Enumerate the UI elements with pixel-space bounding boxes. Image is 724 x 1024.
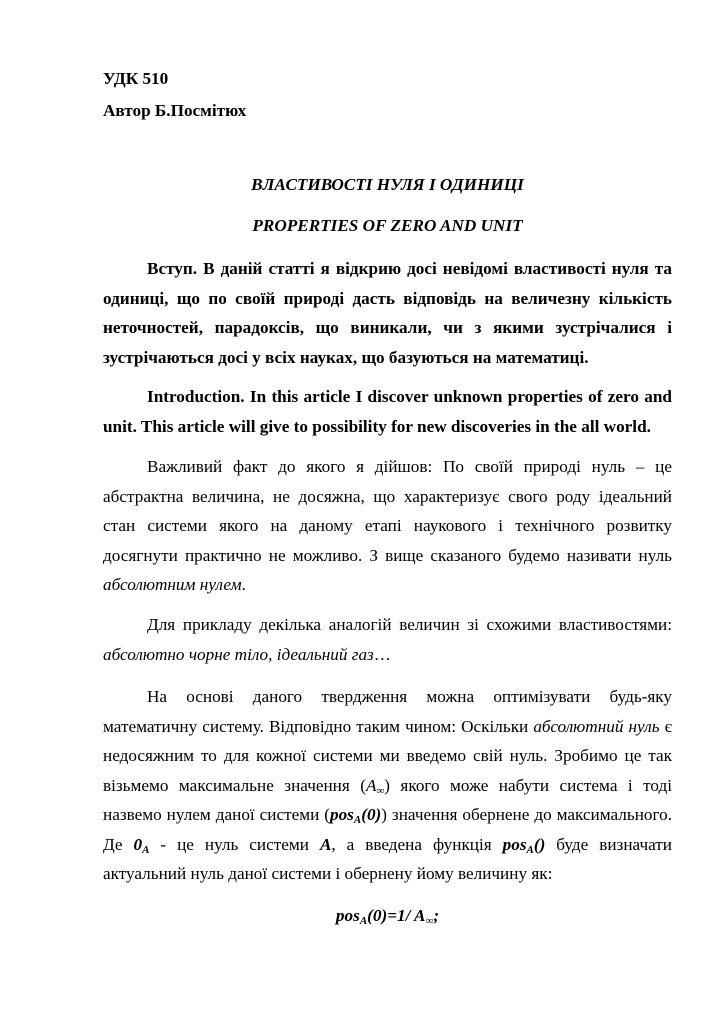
a-infinity-symbol: $A_\infty$: [365, 775, 385, 797]
system-text-7: буде визначати актуальний нуль даної системи і обернену йому величину як:: [103, 834, 672, 883]
system-paragraph: [103, 682, 672, 889]
absolute-zero-term: абсолютним нулем: [103, 575, 242, 594]
black-body-term: абсолютно чорне тіло: [103, 644, 269, 664]
author-line: Автор Б.Посмітюх: [103, 101, 247, 120]
system-text-5: - це нуль системи: [149, 834, 320, 854]
system-text-1: На основі даного твердження можна оптимізувати будь-яку математичну систему. Відповідно таким чином: Оскільки: [103, 687, 672, 736]
absolute-zero-term-2: абсолютний нуль: [533, 716, 660, 736]
title-english: PROPERTIES OF ZERO AND UNIT: [252, 216, 523, 235]
a-system-symbol: A: [319, 834, 332, 854]
formula: pos$_A$(0)=1/ $A_\infty$;: [335, 906, 440, 927]
system-text-3: ) якого може набути система і тоді назвемо нулем даної системи (: [103, 775, 672, 824]
ideal-gas-term: ідеальний газ: [276, 644, 374, 664]
intro-english-paragraph: Introduction. In this article I discover unknown properties of zero and unit. This article will give to possibility for new discoveries in the all world.: [103, 387, 672, 436]
system-text-6: , а введена функція: [331, 834, 503, 854]
example-separator: ,: [268, 644, 277, 664]
example-paragraph: [103, 610, 672, 669]
example-text: Для прикладу декілька аналогій величин зі схожими властивостями:: [147, 615, 672, 634]
intro-ukrainian-paragraph: Вступ. В даній статті я відкрию досі невідомі властивості нуля та одиниці, що по своїй природі дасть відповідь на величезну кількість неточностей, парадоксів, що виникали, чи з якими зустрічалися і зустрічаються досі у всіх науках, що базуються на математиці.: [103, 259, 672, 367]
pos-a-function-symbol: pos$_A$(): [502, 834, 546, 856]
fact-text: Важливий факт до якого я дійшов: По своїй природі нуль – це абстрактна величина, не досяжна, що характеризує свого роду ідеальний стан системи якого на даному етапі наукового і технічного розвитку досягнути практично не можливо. З вище сказаного будемо називати нуль: [103, 457, 672, 565]
example-end: …: [373, 644, 391, 664]
system-text-4: ) значення обернене до максимального. Де: [103, 805, 672, 854]
title-ukrainian: ВЛАСТИВОСТІ НУЛЯ І ОДИНИЦІ: [251, 175, 524, 194]
fact-end: .: [241, 575, 246, 594]
pos-a-zero-symbol: pos$_A$(0): [329, 805, 382, 826]
system-text-2: є недосяжним то для кожної системи ми введемо свій нуль. Зробимо це так візьмемо максимальне значення (: [103, 716, 672, 795]
zero-a-symbol: $0_A$: [133, 834, 150, 856]
important-fact-paragraph: [103, 452, 672, 600]
udk-code: УДК 510: [103, 69, 169, 88]
